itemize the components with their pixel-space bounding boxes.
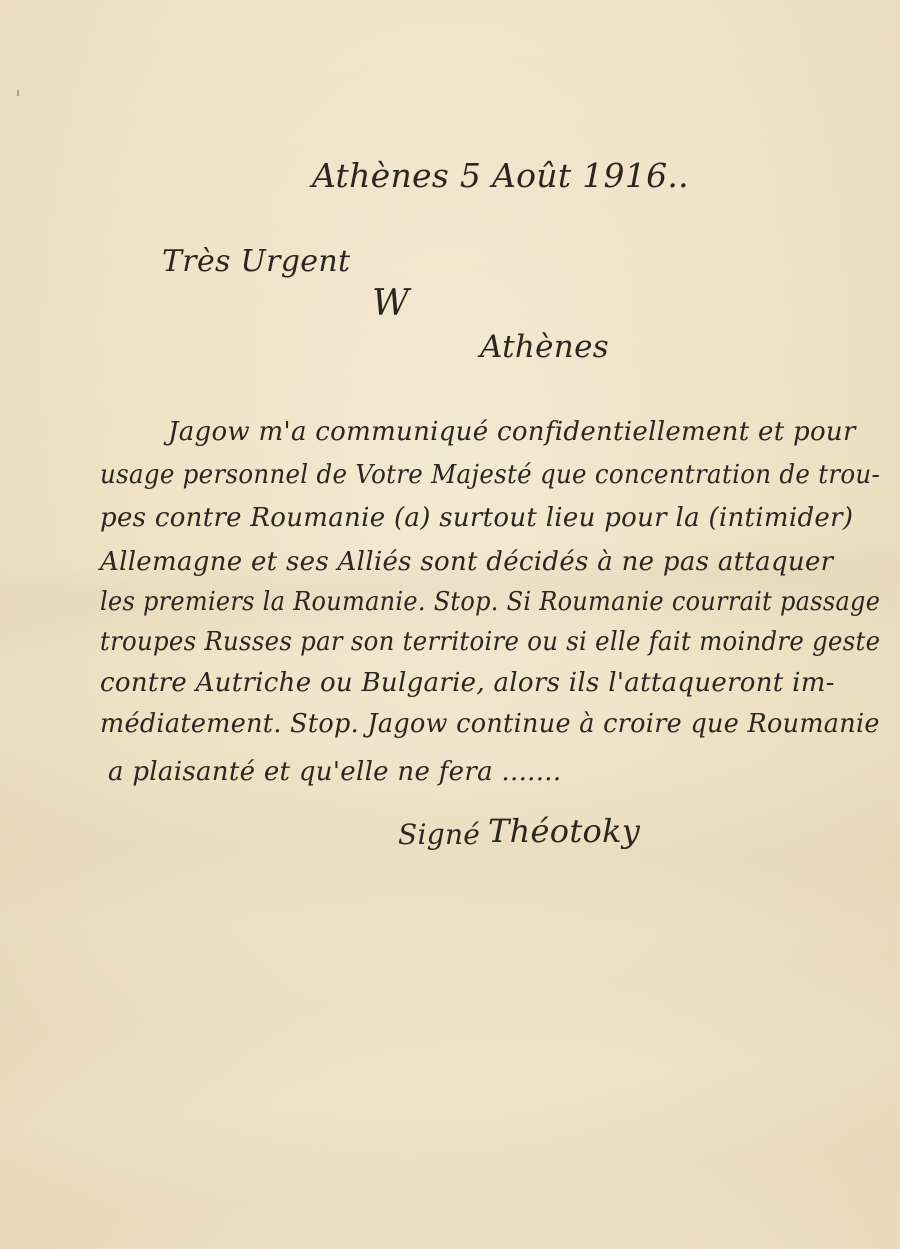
body-line: Allemagne et ses Alliés sont décidés à ne pas attaquer	[100, 547, 834, 577]
body-line: troupes Russes par son territoire ou si elle fait moindre geste	[100, 627, 881, 657]
body-line: les premiers la Roumanie. Stop. Si Roumanie courrait passage	[100, 587, 881, 617]
body-line: usage personnel de Votre Majesté que concentration de trou-	[100, 460, 881, 490]
paper-mark	[17, 90, 19, 96]
body-line: a plaisanté et qu'elle ne fera .......	[108, 757, 562, 787]
signature-label: Signé	[398, 818, 481, 851]
letter-date: Athènes 5 Août 1916..	[312, 156, 689, 195]
body-line: pes contre Roumanie (a) surtout lieu pour la (intimider)	[100, 503, 854, 533]
code-letter: W	[372, 283, 410, 324]
addressee: Athènes	[480, 329, 609, 365]
urgency-note: Très Urgent	[162, 244, 351, 279]
body-line: contre Autriche ou Bulgarie, alors ils l'attaqueront im-	[100, 668, 835, 698]
body-line: médiatement. Stop. Jagow continue à croire que Roumanie	[100, 709, 880, 739]
signature-name: Théotoky	[488, 812, 641, 850]
body-line: Jagow m'a communiqué confidentiellement et pour	[168, 417, 856, 447]
